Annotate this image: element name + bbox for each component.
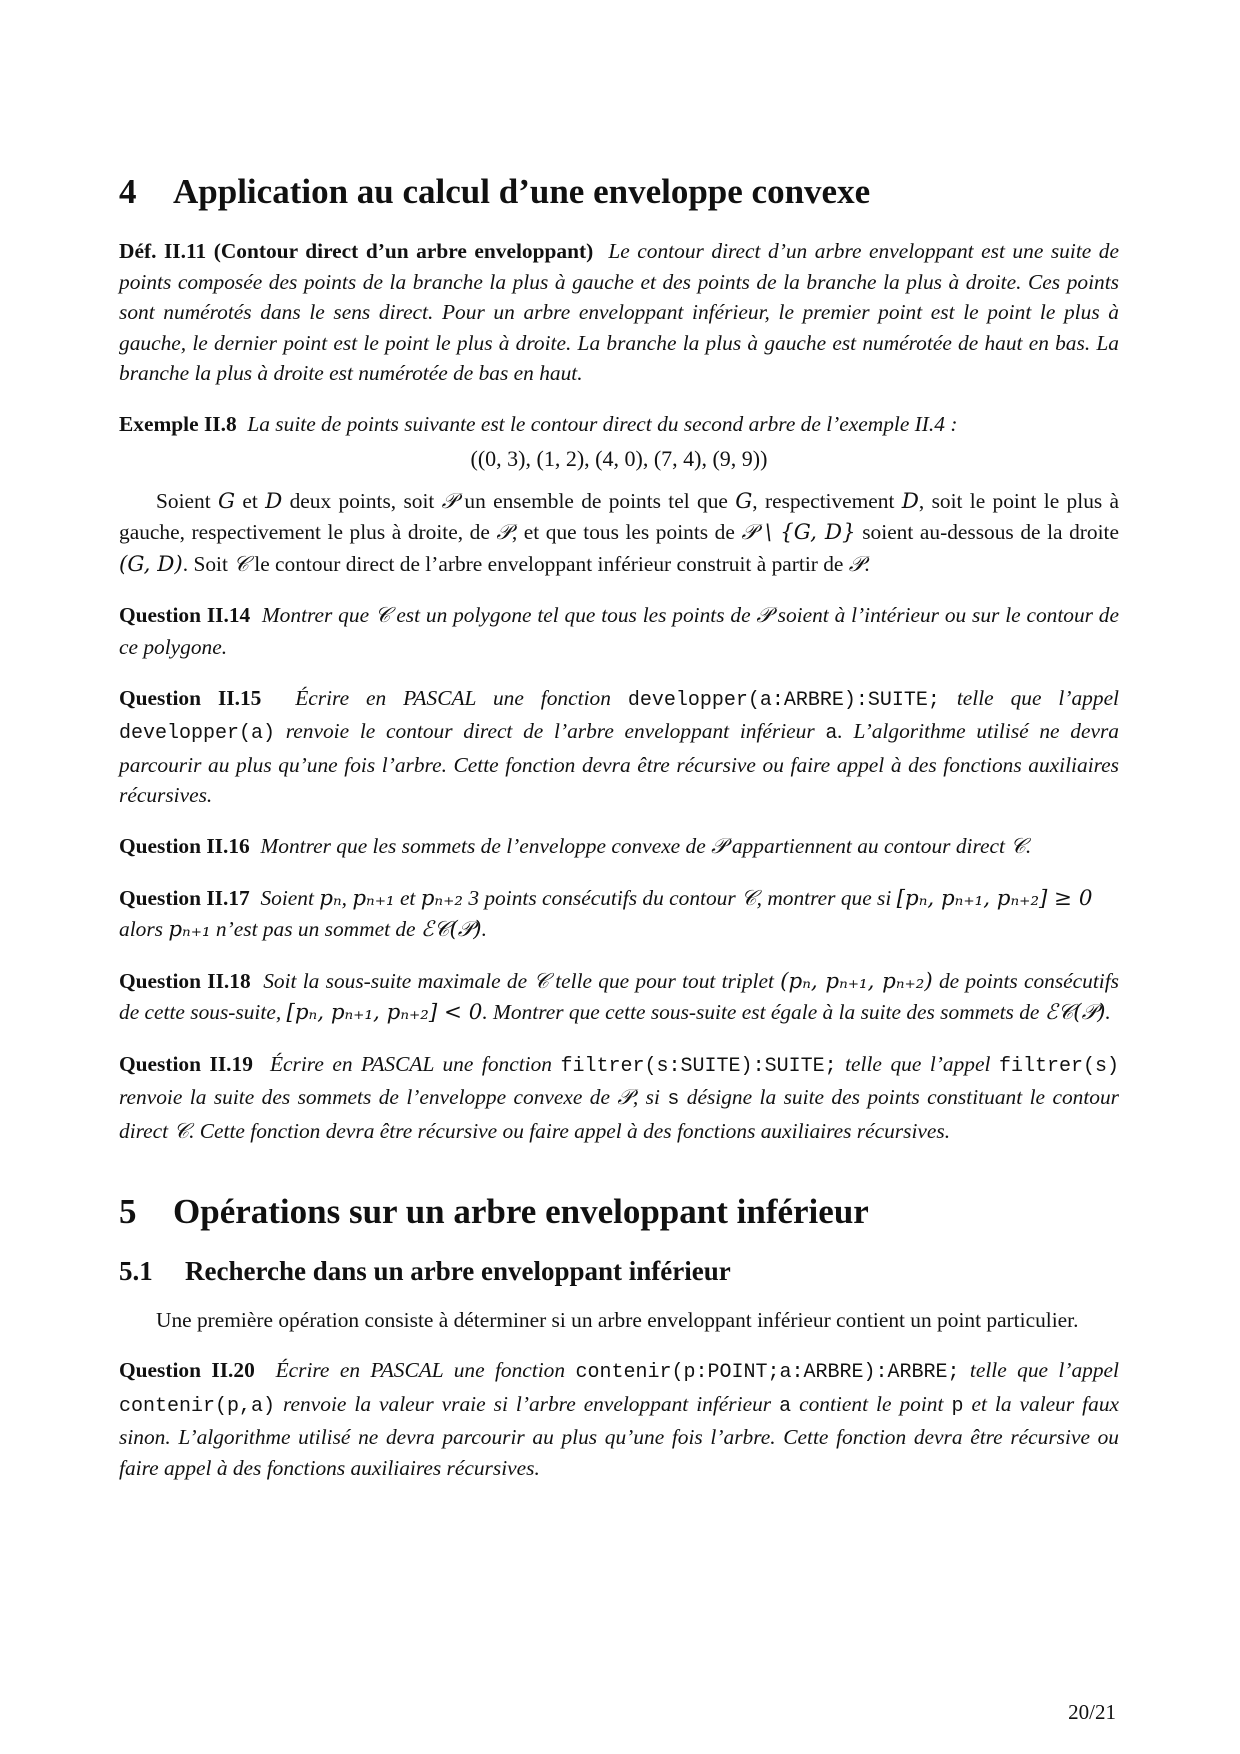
text: le contour direct de l’arbre enveloppant inférieur construit à partir de [248, 551, 849, 576]
text: deux points, soit [282, 488, 442, 513]
math-C: 𝒞 [1010, 833, 1026, 859]
question-text [119, 1358, 1119, 1480]
example-label: Exemple II.8 [119, 411, 237, 436]
math-pn1: pₙ₊₁ [352, 885, 395, 911]
question-II18 [119, 966, 1119, 1029]
math-P: 𝒫 [756, 603, 772, 629]
math-EC: ℰ𝒞(𝒫) [420, 917, 482, 943]
question-text: Soient pₙ, pₙ₊₁ et pₙ₊₂ 3 points consécutifs du contour 𝒞, montrer que si [pₙ, pₙ₊₁, pₙ₊₂] ≥ 0 alors pₙ₊₁ n’est pas un sommet de ℰ𝒞(𝒫). [119, 885, 1093, 943]
math-C: 𝒞 [233, 551, 249, 577]
text: alors [119, 917, 169, 942]
question-II14 [119, 600, 1119, 662]
math-P: 𝒫 [617, 1085, 633, 1111]
text: , soit le point le plus à gauche, respectivement le plus à droite, de [119, 488, 1120, 545]
text: , montrer que si [756, 885, 897, 910]
text: Montrer que les sommets de l’enveloppe convexe de [260, 833, 712, 858]
text: . Soit [182, 551, 234, 576]
definition-label: Déf. II.11 (Contour direct d’un arbre enveloppant) [119, 239, 594, 263]
code-signature: developper(a:ARBRE):SUITE; [627, 688, 940, 712]
code-var: a [779, 1394, 792, 1418]
example-formula: ((0, 3), (1, 2), (4, 0), (7, 4), (9, 9)) [470, 445, 768, 471]
example-II8 [119, 409, 1119, 440]
text: Écrire en PASCAL une fonction [275, 1358, 576, 1383]
code-call: filtrer(s) [998, 1054, 1119, 1078]
question-label: Question II.15 [119, 685, 262, 710]
page-content [119, 172, 1119, 1504]
definition-II11 [119, 236, 1119, 389]
question-II19 [119, 1049, 1119, 1148]
section-number: 5 [119, 1191, 137, 1231]
math-bracket: [pₙ, pₙ₊₁, pₙ₊₂] ≥ 0 [896, 885, 1093, 911]
math-D: D [265, 488, 283, 514]
math-C: 𝒞 [533, 968, 549, 994]
definition-text: Le contour direct d’un arbre enveloppant est une suite de points composée des points de la branche la plus à gauche et des points de la branche la plus à droite. Ces points sont numérotés dans le sens direct. Pour un arbre enveloppant inférieur, le premier point est le point le plus à gauche, le dernier point est le point le plus à droite. La branche la plus à gauche est numérotée de haut en bas. La branche la plus à droite est numérotée de bas en haut. [119, 239, 1119, 386]
math-pn: pₙ [319, 885, 342, 911]
paragraph-1 [119, 486, 1119, 581]
question-text [119, 686, 1119, 808]
text: . [1105, 1000, 1111, 1025]
code-var: s [667, 1088, 680, 1112]
question-II15 [119, 683, 1119, 811]
text: n’est pas un sommet de [210, 917, 421, 942]
math-pn2: pₙ₊₂ [420, 885, 463, 911]
text: . [1025, 833, 1032, 858]
section-title: Opérations sur un arbre enveloppant inférieur [173, 1191, 869, 1231]
math-C: 𝒞 [741, 885, 757, 911]
math-C: 𝒞 [374, 603, 391, 629]
text: telle que l’appel [836, 1051, 999, 1076]
math-P: 𝒫 [441, 488, 458, 514]
question-label: Question II.19 [119, 1051, 253, 1076]
text: désigne la suite des points constituant le contour direct [119, 1085, 1119, 1144]
text: telle que l’appel [959, 1358, 1119, 1383]
text: Soient [156, 488, 218, 513]
text: renvoie la suite des sommets de l’enveloppe convexe de [119, 1085, 618, 1110]
question-text [119, 603, 1119, 659]
code-signature: contenir(p:POINT;a:ARBRE):ARBRE; [575, 1361, 960, 1385]
text: renvoie le contour direct de l’arbre enveloppant inférieur [275, 719, 826, 744]
section-5-heading [119, 1192, 1119, 1232]
text: contient le point [791, 1391, 952, 1416]
text: , respectivement [752, 488, 902, 513]
math-D: D [901, 488, 919, 514]
subsection-title: Recherche dans un arbre enveloppant inférieur [185, 1255, 731, 1286]
question-label: Question II.17 [119, 885, 250, 910]
math-G: G [735, 488, 753, 514]
subsection-number: 5.1 [119, 1255, 153, 1286]
question-II16 [119, 831, 1119, 863]
math-P: 𝒫 [848, 551, 865, 577]
math-P: 𝒫 [711, 833, 727, 859]
question-label: Question II.14 [119, 603, 251, 628]
math-pn1: pₙ₊₁ [168, 917, 211, 943]
code-call: contenir(p,a) [119, 1394, 276, 1418]
question-label: Question II.18 [119, 968, 251, 993]
code-var: p [951, 1394, 964, 1418]
text: . [481, 917, 487, 942]
text: et [235, 488, 266, 513]
section-title: Application au calcul d’une enveloppe convexe [173, 172, 871, 211]
math-line-GD: (G, D) [119, 551, 183, 577]
text: 3 points consécutifs du contour [462, 885, 742, 910]
question-II17 [119, 883, 1119, 946]
text: soient au-dessous de la droite [855, 520, 1119, 545]
text: . L’algorithme utilisé ne devra parcourir au plus qu’une fois l’arbre. Cette fonction devra être récursive ou faire appel à des fonctions auxiliaires récursives. [119, 719, 1119, 808]
text: Soit la sous-suite maximale de [263, 968, 534, 993]
text: renvoie la valeur vraie si l’arbre enveloppant inférieur [275, 1391, 780, 1416]
text: et [394, 885, 421, 910]
math-EC: ℰ𝒞(𝒫) [1044, 1000, 1106, 1026]
text: un ensemble de points tel que [457, 488, 736, 513]
question-text [119, 1052, 1119, 1143]
text: telle que pour tout triplet [548, 968, 781, 993]
question-II20 [119, 1355, 1119, 1483]
section-5-1-heading [119, 1256, 1119, 1287]
page-number: 20/21 [1068, 1700, 1116, 1724]
math-bracket: [pₙ, pₙ₊₁, pₙ₊₂] < 0 [286, 1000, 483, 1026]
text: appartiennent au contour direct [726, 833, 1011, 858]
math-triplet: (pₙ, pₙ₊₁, pₙ₊₂) [780, 968, 933, 994]
code-var: a [825, 722, 838, 746]
text: Soient [260, 885, 320, 910]
text: soient à l’intérieur ou sur le contour de ce polygone. [119, 603, 1119, 659]
question-text [260, 834, 1031, 858]
text: . [864, 551, 870, 576]
text: , et que tous les points de [511, 520, 742, 545]
paragraph-2: Une première opération consiste à déterminer si un arbre enveloppant inférieur contient un point particulier. [156, 1307, 1079, 1332]
text: et la valeur faux sinon. L’algorithme utilisé ne devra parcourir au plus qu’une fois l’arbre. Cette fonction devra être récursive ou faire appel à des fonctions auxiliaires récursives. [119, 1391, 1120, 1481]
text: est un polygone tel que tous les points de [390, 603, 757, 628]
code-signature: filtrer(s:SUITE):SUITE; [560, 1054, 837, 1078]
text: . Cette fonction devra être récursive ou faire appel à des fonctions auxiliaires récursives. [189, 1119, 951, 1144]
text: telle que l’appel [939, 685, 1120, 710]
code-call: developper(a) [119, 722, 276, 746]
text: Écrire en PASCAL une fonction [269, 1051, 561, 1076]
section-number: 4 [119, 172, 137, 211]
text: . Montrer que cette sous-suite est égale à la suite des sommets de [482, 1000, 1045, 1025]
text: , si [632, 1085, 668, 1110]
text: Écrire en PASCAL une fonction [295, 685, 628, 710]
text: Montrer que [261, 603, 375, 628]
question-label: Question II.20 [119, 1358, 255, 1383]
math-P: 𝒫 [496, 520, 512, 546]
section-4-heading [119, 172, 1119, 212]
question-text [119, 969, 1119, 1025]
text: de points consécutifs de cette sous-suite, [119, 968, 1120, 1025]
question-label: Question II.16 [119, 833, 250, 858]
math-G: G [217, 488, 236, 514]
math-set-difference: 𝒫 \ {G, D} [741, 520, 856, 546]
example-text: La suite de points suivante est le contour direct du second arbre de l’exemple II.4 : [247, 411, 958, 436]
math-C: 𝒞 [173, 1119, 190, 1145]
